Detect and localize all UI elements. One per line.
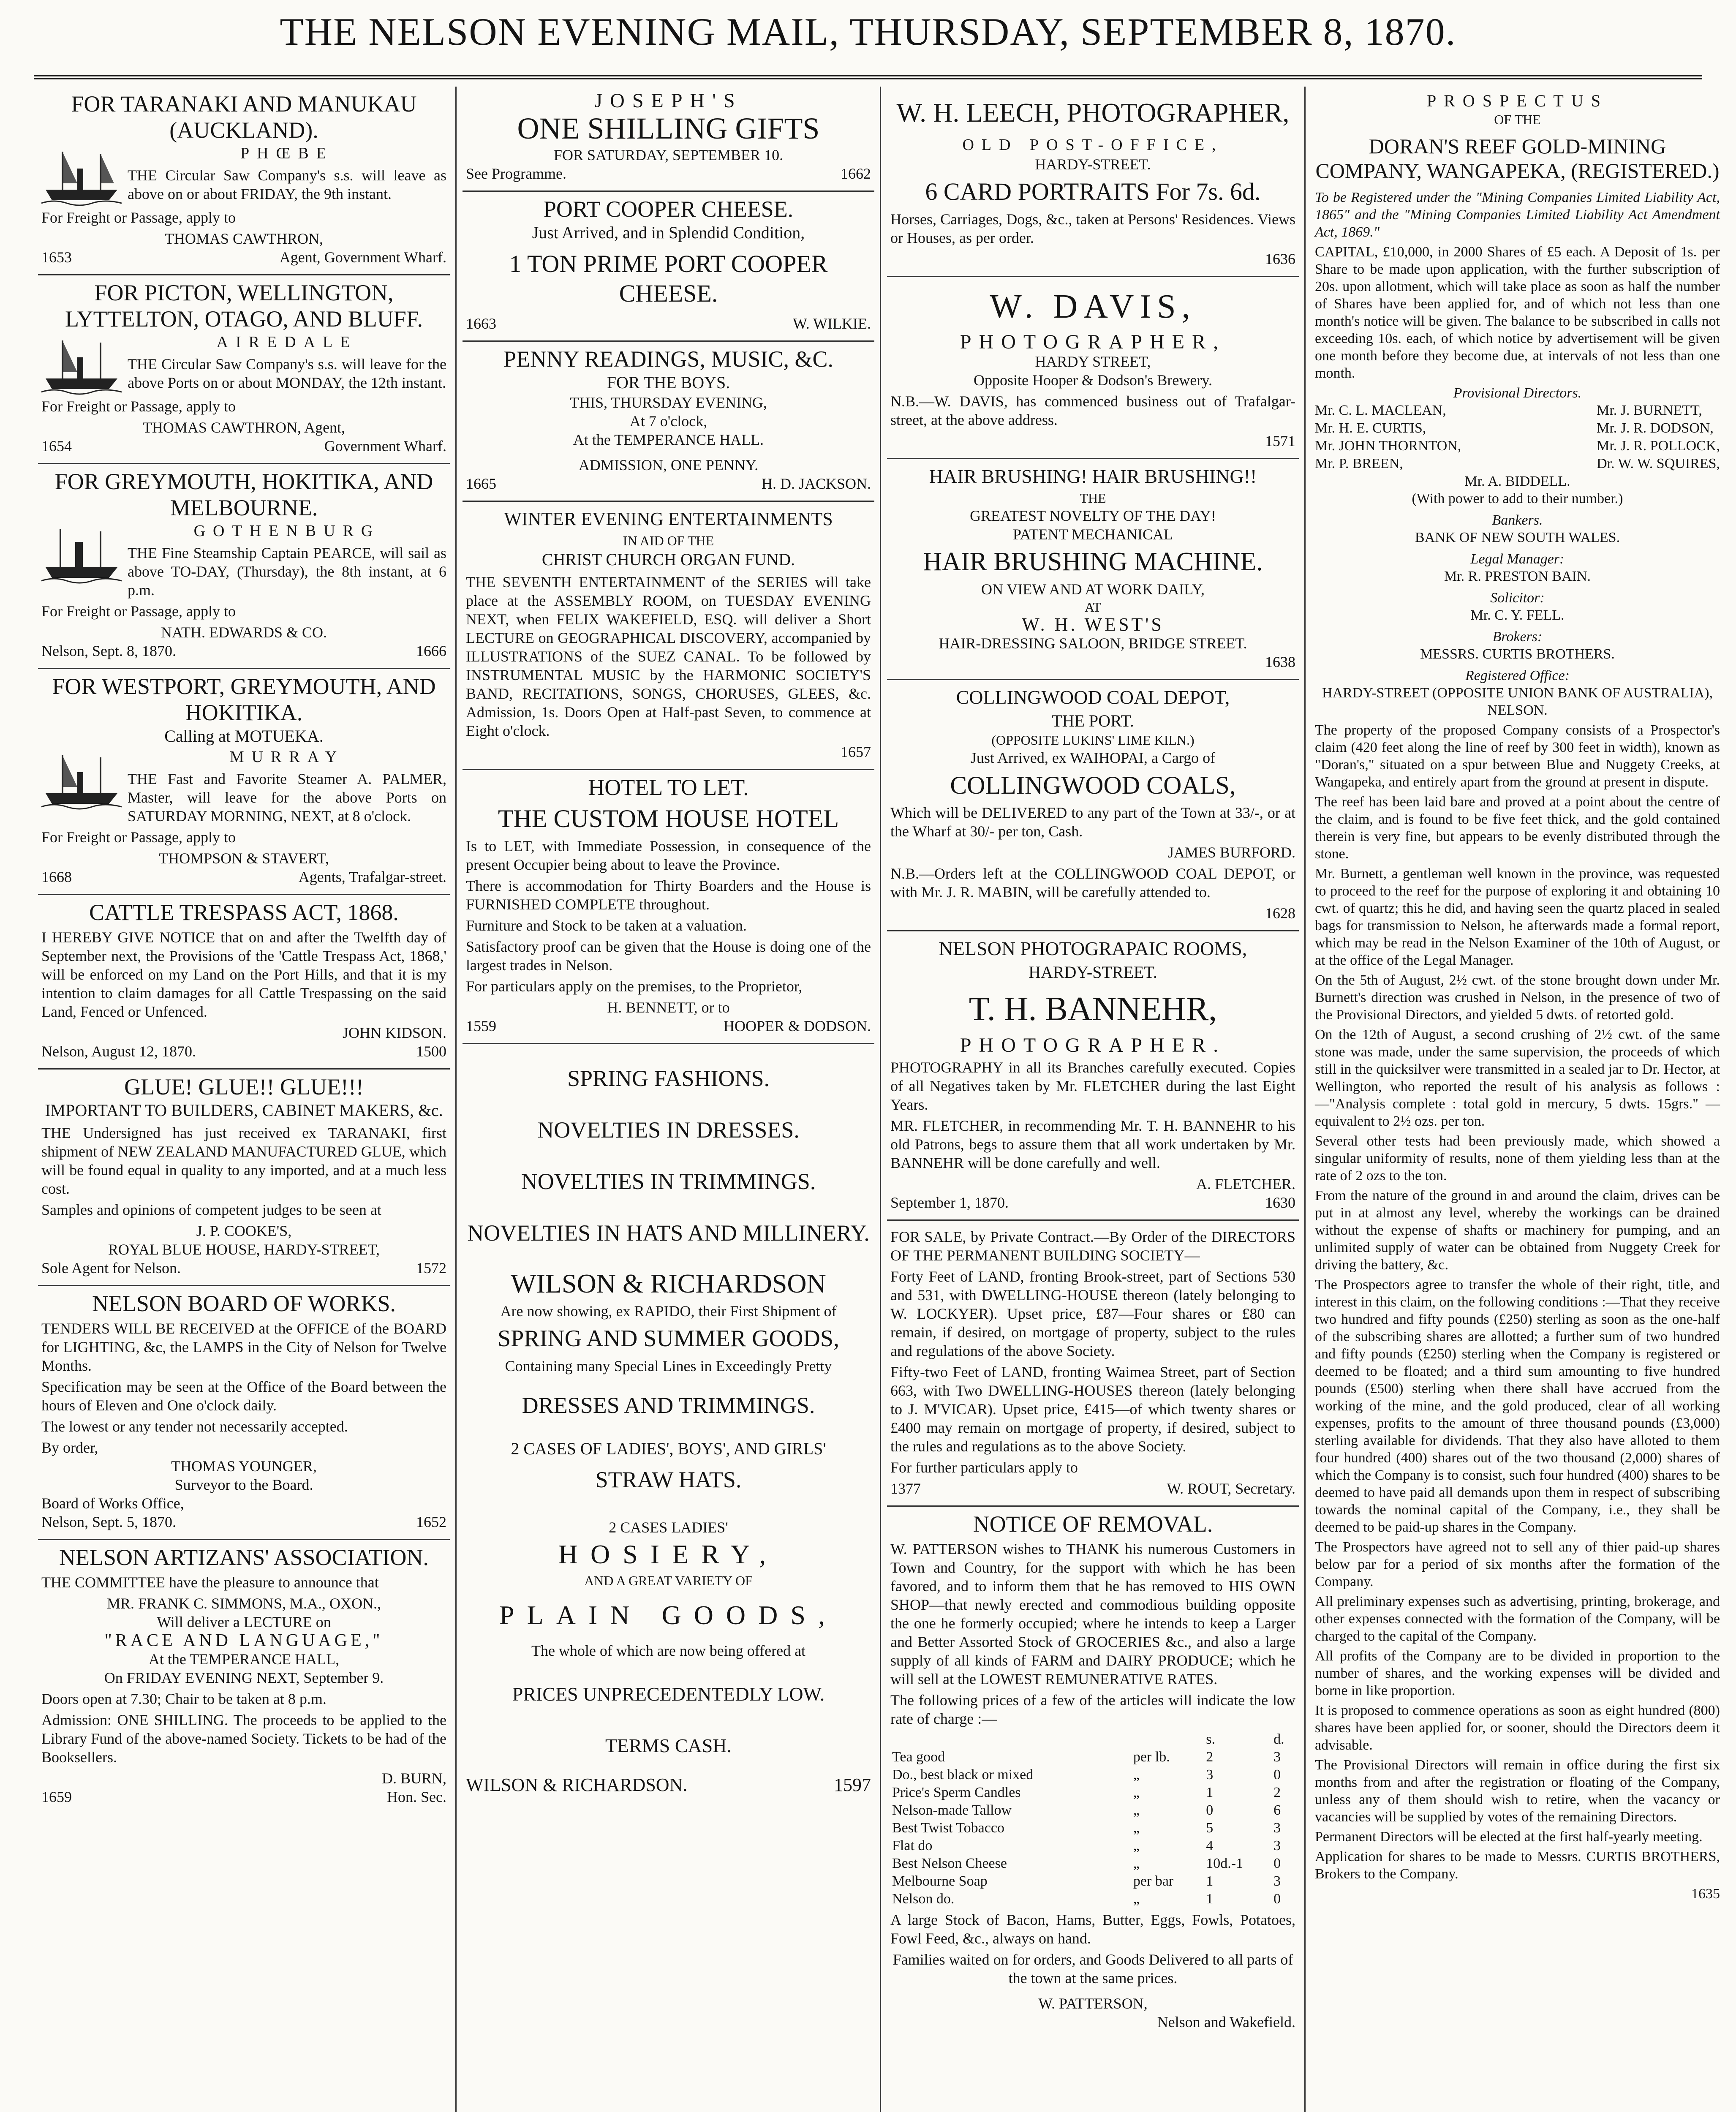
ad-body: A large Stock of Bacon, Hams, Butter, Eggs, Fowls, Potatoes, Fowl Feed, &c., always on hand.: [890, 1911, 1295, 1947]
ad-body: There is accommodation for Thirty Boarders and the House is FURNISHED COMPLETE throughout.: [466, 877, 871, 913]
winter-entertainment-ad: [463, 502, 874, 770]
ad-line: MESSRS. CURTIS BROTHERS.: [1420, 646, 1615, 662]
ad-body: CAPITAL, £10,000, in 2000 Shares of £5 each. A Deposit of 1s. per Share to be made upon application, with the further subscription of 20s. upon allotment, which will take place as soon as half the number of Shares have been applied for, and of which not less than one month's notice will be given. The balance to be subscribed in calls not exceeding 10s. each, of which notice by advertisement will be given one month before they become due, at intervals of not less than one month.: [1315, 244, 1720, 381]
ad-display: W. DAVIS,: [990, 288, 1196, 325]
ad-body: Furniture and Stock to be taken at a valuation.: [466, 917, 747, 934]
lecturer: MR. FRANK C. SIMMONS, M.A., OXON.,: [106, 1595, 381, 1612]
price-cell-s: 1: [1206, 1785, 1214, 1800]
price-cell-name: Flat do: [892, 1838, 933, 1853]
ad-display: HAIR BRUSHING MACHINE.: [923, 547, 1263, 576]
cattle-notice: [38, 895, 450, 1070]
signature: JOHN KIDSON.: [342, 1024, 446, 1041]
ad-display: PLAIN GOODS,: [499, 1600, 838, 1630]
ad-body: Specification may be seen at the Office of the Board between the hours of Eleven and One o'clock daily.: [41, 1378, 446, 1414]
column-4: [1312, 87, 1723, 2112]
ad-line: Just Arrived, ex WAIHOPAI, a Cargo of: [970, 749, 1216, 766]
ad-line: Opposite Hooper & Dodson's Brewery.: [973, 372, 1213, 389]
bannehr-ad: [887, 931, 1299, 1221]
director: Mr. P. BREEN,: [1315, 456, 1403, 471]
ad-body: Application for shares to be made to Messrs. CURTIS BROTHERS, Brokers to the Company.: [1315, 1849, 1720, 1882]
davis-ad: [887, 277, 1299, 459]
ad-number: 1500: [416, 1043, 446, 1060]
section-heading: Provisional Directors.: [1453, 385, 1582, 401]
ad-body: The Prospectors agree to transfer the whole of their right, title, and interest in this claim, on the following conditions :—That they receive two hundred and fifty pounds (£250) sterling as soon as the one-half of the subscribing shares are allotted; a further sum of two hundred and fifty pounds (£250) sterling when the Company is registered or deemed to be floated; and a third sum amounting to five hundred pounds (£500) sterling when there shall have accrued from the working of the mine, and the gold produced, clear of all working expenses, profits to the amount of three thousand pounds (£3,000) sterling available for dividends. That they also have alloted to them four hundred (400) shares out of the two thousand (2,000) shares of which the Company is to consist, such four hundred (400) shares to be deemed to have paid all demands upon them in respect of subscribing towards the nominal capital of the Company, i.e., they shall be deemed to be paid-up shares in the Company.: [1315, 1277, 1720, 1535]
ad-heading: WINTER EVENING ENTERTAINMENTS: [504, 509, 833, 529]
price-cell-name: Price's Sperm Candles: [892, 1785, 1021, 1800]
ad-body: THE Circular Saw Company's s.s. will leave as above on or about FRIDAY, the 9th instant.: [128, 167, 446, 202]
ad-number: 1638: [1265, 653, 1295, 670]
ad-body: N.B.—Orders left at the COLLINGWOOD COAL DEPOT, or with Mr. J. R. MABIN, will be carefully attended to.: [890, 865, 1295, 901]
price-row: [890, 1784, 1295, 1802]
price-cell-unit: „: [1133, 1838, 1140, 1853]
ad-date: September 1, 1870.: [890, 1194, 1009, 1211]
ad-body: I HEREBY GIVE NOTICE that on and after the Twelfth day of September next, the Provisions of the 'Cattle Trespass Act, 1868,' will be enforced on my Land on the Port Hills, and that it is my intention to claim damages for all Cattle Trespassing on the said Land, Fenced or Unfenced.: [41, 929, 446, 1020]
coal-ad: [887, 680, 1299, 931]
signature: J. P. COOKE'S,: [196, 1222, 292, 1239]
ad-line: Are now showing, ex RAPIDO, their First Shipment of: [500, 1303, 837, 1320]
price-row: [890, 1819, 1295, 1837]
ad-body: Satisfactory proof can be given that the House is doing one of the largest trades in Nelson.: [466, 938, 871, 974]
section-heading: Legal Manager:: [1470, 551, 1565, 567]
signature: D. BURN,: [381, 1770, 446, 1787]
ad-line: ON VIEW AND AT WORK DAILY,: [981, 581, 1205, 598]
ad-number: 1662: [841, 165, 871, 182]
director: Mr. C. L. MACLEAN,: [1315, 403, 1446, 418]
ad-heading: NELSON ARTIZANS' ASSOCIATION.: [59, 1545, 429, 1570]
ad-heading: GLUE! GLUE!! GLUE!!!: [124, 1074, 364, 1100]
ad-line: FOR SATURDAY, SEPTEMBER 10.: [553, 147, 784, 163]
ad-body: THE SEVENTH ENTERTAINMENT of the SERIES will take place at the ASSEMBLY ROOM, on TUESDAY EVENING NEXT, when FELIX WAKEFIELD, ESQ. will deliver a Short LECTURE on GEOGRAPHICAL DISCOVERY, accompanied by ILLUSTRATIONS of the SUEZ CANAL. To be followed by INSTRUMENTAL MUSIC by the HARMONIC SOCIETY'S BAND, RECITATIONS, SONGS, CHORUSES, GLEES, &c. Admission, 1s. Doors Open at Half-past Seven, to commence at Eight o'clock.: [466, 574, 871, 739]
prospectus-ad: [1312, 87, 1723, 1910]
ad-body: Permanent Directors will be elected at the first half-yearly meeting.: [1315, 1829, 1703, 1845]
signature: JAMES BURFORD.: [1167, 844, 1295, 861]
ad-heading: NOVELTIES IN HATS AND MILLINERY.: [467, 1220, 870, 1246]
ad-subheading: (OPPOSITE LUKINS' LIME KILN.): [991, 732, 1195, 748]
lecture-title: "RACE AND LANGUAGE,": [104, 1631, 384, 1650]
signature: W. WILKIE.: [793, 315, 871, 332]
section-heading: Brokers:: [1492, 629, 1543, 645]
ad-number: 1572: [416, 1260, 446, 1276]
ad-line: (With power to add to their number.): [1412, 491, 1623, 506]
ad-heading: HAIR BRUSHING! HAIR BRUSHING!!: [929, 465, 1257, 487]
ad-body: On the 12th of August, a second crushing of 2½ cwt. of the same stone was made, under the same supervision, the proceeds of which still in the quicksilver were transmitted in a sealed jar to Dr. Hector, at Wellington, who reported the result of his analysis as follows :—"Analysis complete : total gold in mercury, 5 dwts. 15grs." —equivalent to 2½ ozs. per ton.: [1315, 1027, 1720, 1129]
agent-title: Sole Agent for Nelson.: [41, 1260, 181, 1276]
ad-freight: For Freight or Passage, apply to: [41, 603, 236, 620]
column-rule: [1304, 87, 1306, 2112]
ship-name: GOTHENBURG: [193, 522, 381, 540]
board-of-works-ad: [38, 1286, 450, 1540]
ad-line: W. H. WEST'S: [1022, 614, 1164, 635]
ship-name: PHŒBE: [240, 144, 334, 162]
price-header-shillings: s.: [1206, 1731, 1215, 1747]
ad-display: 1 TON PRIME PORT COOPER CHEESE.: [509, 250, 828, 307]
price-cell-name: Best Nelson Cheese: [892, 1856, 1007, 1871]
ad-body: For further particulars apply to: [890, 1459, 1078, 1476]
ad-body: Forty Feet of LAND, fronting Brook-street, part of Sections 530 and 531, with DWELLING-HOUSE thereon (lately belonging to W. LOCKYER). Upset price, £87—Four shares or £80 can remain, if desired, on mortgage of property, subject to the rules and regulations of the above Society.: [890, 1268, 1295, 1359]
ad-body: From the nature of the ground in and around the claim, drives can be put in at almost any level, whereby the workings can be drained without the expense of shafts or machinery for pumping, and an unlimited supply of water can be obtained from Nuggety Creek for driving the battery, &c.: [1315, 1188, 1720, 1273]
price-row: [890, 1855, 1295, 1872]
ad-subheading: FOR THE BOYS.: [607, 373, 730, 392]
ad-freight: For Freight or Passage, apply to: [41, 829, 236, 846]
ad-line: Containing many Special Lines in Exceedingly Pretty: [505, 1358, 832, 1374]
price-cell-s: 10d.-1: [1206, 1856, 1243, 1871]
ad-line: Mr. C. Y. FELL.: [1470, 607, 1565, 623]
ad-body: Doors open at 7.30; Chair to be taken at 8 p.m.: [41, 1690, 327, 1707]
ad-number: 1652: [416, 1513, 446, 1530]
glue-ad: [38, 1070, 450, 1286]
ad-body: Fifty-two Feet of LAND, fronting Waimea Street, part of Section 663, with Two DWELLING-HOUSES thereon (lately belonging to J. M'VICAR). Upset price, £415—of which twenty shares or £400 may remain on mortgage of property, if desired, subject to the rules and regulations as to the above Society.: [890, 1364, 1295, 1455]
shipping-ad: [38, 275, 450, 464]
ad-number: 1668: [41, 868, 72, 885]
price-cell-s: 1: [1206, 1873, 1214, 1889]
ad-heading: FOR GREYMOUTH, HOKITIKA, AND MELBOURNE.: [54, 469, 433, 520]
steamship-icon: [41, 332, 122, 395]
ad-body: All profits of the Company are to be divided in proportion to the number of shares, and the working expenses will be divided and borne in like proportion.: [1315, 1648, 1720, 1698]
ad-subheading: Just Arrived, and in Splendid Condition,: [532, 223, 805, 242]
ad-title: ONE SHILLING GIFTS: [517, 112, 820, 145]
ad-subheading: IMPORTANT TO BUILDERS, CABINET MAKERS, &c.: [45, 1101, 443, 1120]
ad-heading: NOVELTIES IN TRIMMINGS.: [521, 1169, 816, 1194]
column-1: [38, 87, 450, 2112]
ad-body: Samples and opinions of competent judges to be seen at: [41, 1201, 381, 1218]
ad-body: To be Registered under the "Mining Companies Limited Liability Act, 1865" and the "Mining Companies Limited Liability Act Amendment Act, 1869.": [1315, 190, 1720, 240]
price-cell-d: 6: [1273, 1802, 1281, 1818]
signature: H. D. JACKSON.: [761, 475, 871, 492]
masthead: THE NELSON EVENING MAIL, THURSDAY, SEPTEMBER 8, 1870.: [280, 10, 1456, 53]
ad-number: 1666: [416, 642, 446, 659]
ad-heading: FOR PICTON, WELLINGTON, LYTTELTON, OTAGO, AND BLUFF.: [65, 280, 423, 332]
price-cell-d: 3: [1273, 1820, 1281, 1836]
ad-line: PHOTOGRAPHER.: [960, 1034, 1226, 1056]
price-cell-d: 3: [1273, 1873, 1281, 1889]
ad-subheading: THE PORT.: [1052, 711, 1134, 730]
price-cell-unit: „: [1133, 1820, 1140, 1836]
price-cell-unit: „: [1133, 1856, 1140, 1871]
ad-subheading: HARDY-STREET.: [1029, 963, 1157, 982]
column-rule: [455, 87, 457, 2112]
ad-body: W. PATTERSON wishes to THANK his numerous Customers in Town and Country, for the support with which he has been favored, and to inform them that he has removed to HIS OWN SHOP—that newly erected and commodious building opposite the one he formerly occupied; where he intends to keep a Larger and Better Assorted Stock of GROCERIES &c., and also a large supply of all kinds of FARM and DAIRY PRODUCE; which he will sell at the LOWEST REMUNERATIVE RATES.: [890, 1540, 1295, 1687]
ad-body: Horses, Carriages, Dogs, &c., taken at Persons' Residences. Views or Houses, as per order.: [890, 211, 1295, 246]
agent-title: Agent, Government Wharf.: [279, 249, 446, 266]
price-row: [890, 1766, 1295, 1784]
ad-line: At 7 o'clock,: [629, 413, 707, 430]
agent-name: THOMPSON & STAVERT,: [159, 850, 329, 867]
price-cell-unit: per lb.: [1133, 1749, 1170, 1765]
signature-title: Hon. Sec.: [387, 1788, 446, 1805]
price-cell-unit: „: [1133, 1802, 1140, 1818]
ad-date: Nelson, August 12, 1870.: [41, 1043, 196, 1060]
ad-line: HAIR-DRESSING SALOON, BRIDGE STREET.: [939, 635, 1247, 652]
ad-body: N.B.—W. DAVIS, has commenced business out of Trafalgar-street, at the above address.: [890, 393, 1295, 428]
ad-body: MR. FLETCHER, in recommending Mr. T. H. BANNEHR to his old Patrons, begs to assure them that all work undertaken by Mr. BANNEHR will be done carefully and well.: [890, 1117, 1295, 1171]
masthead-rule: [34, 75, 1702, 79]
price-cell-s: 1: [1206, 1891, 1214, 1907]
address: ROYAL BLUE HOUSE, HARDY-STREET,: [108, 1241, 380, 1258]
price-header-pence: d.: [1273, 1731, 1284, 1747]
ad-number: 1559: [466, 1018, 496, 1034]
director: Mr. J. BURNETT,: [1597, 403, 1702, 418]
ad-line: OLD POST-OFFICE,: [962, 136, 1224, 154]
section-heading: Registered Office:: [1465, 668, 1570, 683]
ad-freight: For Freight or Passage, apply to: [41, 398, 236, 415]
ad-heading: COLLINGWOOD COAL DEPOT,: [956, 686, 1230, 708]
ad-body: Several other tests had been previously made, which showed a singular uniformity of results, none of them yielding less than at the rate of 2 ozs to the ton.: [1315, 1133, 1720, 1184]
director: Dr. W. W. SQUIRES,: [1597, 456, 1720, 471]
ad-body: For particulars apply on the premises, to the Proprietor,: [466, 978, 803, 995]
ad-line: See Programme.: [466, 165, 566, 182]
steamship-icon: [41, 521, 122, 584]
price-cell-unit: „: [1133, 1767, 1140, 1783]
column-3: [887, 87, 1299, 2112]
ad-body: The lowest or any tender not necessarily accepted.: [41, 1418, 348, 1435]
agent-name: THOMAS CAWTHRON,: [164, 230, 324, 247]
ad-number: 1597: [834, 1775, 871, 1795]
agent-title: Nelson, Sept. 8, 1870.: [41, 642, 176, 659]
ad-number: 1377: [890, 1480, 921, 1497]
ad-number: 1571: [1265, 433, 1295, 449]
director: Mr. J. R. DODSON,: [1597, 420, 1714, 436]
ad-line: ADMISSION, ONE PENNY.: [578, 457, 759, 474]
price-row: [890, 1802, 1295, 1819]
director: Mr. JOHN THORNTON,: [1315, 438, 1461, 454]
agent-title: Agents, Trafalgar-street.: [298, 868, 446, 885]
price-cell-unit: „: [1133, 1891, 1140, 1907]
ad-heading: SPRING FASHIONS.: [567, 1066, 770, 1091]
ad-line: At the TEMPERANCE HALL.: [573, 431, 764, 448]
ad-body: THE Circular Saw Company's s.s. will leave for the above Ports on or about MONDAY, the 12th instant.: [128, 356, 446, 391]
ad-body: THE Undersigned has just received ex TARANAKI, first shipment of NEW ZEALAND MANUFACTURED GLUE, which will be found equal in quality to any imported, and at a much less cost.: [41, 1124, 446, 1197]
ad-body: The following prices of a few of the articles will indicate the low rate of charge :—: [890, 1692, 1295, 1727]
price-cell-d: 2: [1273, 1785, 1281, 1800]
price-row: [890, 1748, 1295, 1766]
shipping-ad: [38, 669, 450, 895]
ad-line: Families waited on for orders, and Goods Delivered to all parts of the town at the same prices.: [892, 1951, 1293, 1987]
ad-line: Mr. R. PRESTON BAIN.: [1444, 569, 1591, 584]
ad-line: THE: [1080, 490, 1106, 506]
ad-body: Mr. Burnett, a gentleman well known in the province, was requested to proceed to the reef for the purpose of exploring it and obtaining 10 cwt. of quartz; this he did, and having seen the quartz placed in sealed bags for transmission to Nelson, he afterwards made a formal report, which may be read in the Nelson Examiner of the 10th of August, or at the office of the Legal Manager.: [1315, 866, 1720, 968]
ad-line: GREATEST NOVELTY OF THE DAY!: [970, 507, 1216, 524]
ad-heading: TERMS CASH.: [605, 1735, 732, 1756]
price-row: [890, 1872, 1295, 1890]
ad-body: It is proposed to commence operations as soon as eight hundred (800) shares have been applied for, or sooner, should the Directors deem it advisable.: [1315, 1703, 1720, 1753]
ad-heading: STRAW HATS.: [595, 1467, 742, 1492]
signature: H. BENNETT, or to: [607, 999, 730, 1016]
ad-body: Admission: ONE SHILLING. The proceeds to be applied to the Library Fund of the above-named Society. Tickets to be had of the Booksellers.: [41, 1712, 446, 1766]
leech-ad: [887, 87, 1299, 277]
ad-body: Which will be DELIVERED to any part of the Town at 33/-, or at the Wharf at 30/- per ton, Cash.: [890, 804, 1295, 840]
ad-body: PHOTOGRAPHY in all its Branches carefully executed. Copies of all Negatives taken by Mr. FLETCHER during the last Eight Years.: [890, 1059, 1295, 1113]
steamship-icon: [41, 143, 122, 207]
ad-heading: FOR TARANAKI AND MANUKAU (AUCKLAND).: [71, 91, 417, 143]
by-order: By order,: [41, 1439, 98, 1456]
firm-name: WILSON & RICHARDSON: [511, 1268, 826, 1298]
ad-body: The reef has been laid bare and proved at a point about the centre of the claim, and is found to be five feet thick, and the gold contained therein is very fine, but appears to be evenly distributed through the stone.: [1315, 794, 1720, 862]
signature: A. FLETCHER.: [1196, 1176, 1295, 1192]
ad-body: FOR SALE, by Private Contract.—By Order of the DIRECTORS OF THE PERMANENT BUILDING SOCIETY—: [890, 1228, 1295, 1264]
ad-display: SPRING AND SUMMER GOODS,: [497, 1325, 840, 1352]
ad-freight: For Freight or Passage, apply to: [41, 209, 236, 226]
price-cell-d: 0: [1273, 1767, 1281, 1783]
ad-line: PHOTOGRAPHER,: [960, 331, 1226, 353]
ad-number: 1659: [41, 1788, 72, 1805]
price-cell-d: 0: [1273, 1856, 1281, 1871]
ad-date: Nelson, Sept. 5, 1870.: [41, 1513, 176, 1530]
ad-heading: PORT COOPER CHEESE.: [543, 196, 794, 222]
price-cell-s: 3: [1206, 1767, 1214, 1783]
section-heading: Solicitor:: [1490, 590, 1545, 606]
ad-heading: PENNY READINGS, MUSIC, &C.: [503, 346, 834, 372]
ad-heading: JOSEPH'S: [594, 90, 743, 112]
ad-line: 2 CASES OF LADIES', BOYS', AND GIRLS': [511, 1439, 826, 1458]
price-cell-d: 3: [1273, 1749, 1281, 1765]
ad-body: The property of the proposed Company consists of a Prospector's claim (420 feet along the line of reef by 300 feet in width), known as "Doran's," situated on a spur between Blue and Nuggety Creeks, at Wangapeka, and entirely apart from the ground at present in dispute.: [1315, 722, 1720, 790]
ad-body: TENDERS WILL BE RECEIVED at the OFFICE of the BOARD for LIGHTING, &c, the LAMPS in the City of Nelson for Twelve Months.: [41, 1320, 446, 1374]
ad-body: The Prospectors have agreed not to sell any of thier paid-up shares below par for a period of six months after the formation of the Company.: [1315, 1539, 1720, 1589]
ad-line: HARDY STREET,: [1035, 353, 1151, 370]
ad-body: The Provisional Directors will remain in office during the first six months from and after the registration or floating of the Company, unless any of them should wish to retire, when the vacancy or vacancies will be supplied by votes of the remaining Directors.: [1315, 1757, 1720, 1825]
ad-heading: DRESSES AND TRIMMINGS.: [522, 1393, 815, 1418]
price-cell-s: 5: [1206, 1820, 1214, 1836]
artizans-ad: [38, 1540, 450, 1814]
ad-heading: NOVELTIES IN DRESSES.: [537, 1117, 800, 1143]
price-cell-name: Nelson-made Tallow: [892, 1802, 1012, 1818]
ad-heading: CATTLE TRESPASS ACT, 1868.: [89, 900, 399, 925]
ad-display: THE CUSTOM HOUSE HOTEL: [498, 805, 839, 833]
lecture-line: On FRIDAY EVENING NEXT, September 9.: [104, 1669, 384, 1686]
ad-heading: PRICES UNPRECEDENTEDLY LOW.: [512, 1683, 825, 1705]
director: Mr. J. R. POLLOCK,: [1597, 438, 1720, 454]
ad-number: 1665: [466, 475, 496, 492]
ad-heading: NOTICE OF REMOVAL.: [973, 1511, 1213, 1537]
ad-display: COLLINGWOOD COALS,: [950, 771, 1236, 799]
ad-body: THE Fast and Favorite Steamer A. PALMER, Master, will leave for the above Ports on SATURDAY MORNING, NEXT, at 8 o'clock.: [128, 770, 446, 825]
ad-heading: NELSON BOARD OF WORKS.: [92, 1291, 396, 1316]
shipping-ad: [38, 87, 450, 275]
ad-heading: PROSPECTUS: [1427, 91, 1608, 110]
office: Board of Works Office,: [41, 1495, 184, 1512]
ad-display: W. H. LEECH, PHOTOGRAPHER,: [896, 98, 1290, 128]
ad-number: 1628: [1265, 905, 1295, 922]
price-row: [890, 1837, 1295, 1855]
ad-line: AT: [1084, 599, 1102, 615]
column-2: [463, 87, 874, 2112]
cheese-ad: [463, 192, 874, 342]
joseph-ad: [463, 87, 874, 192]
penny-readings-ad: [463, 342, 874, 502]
ad-number: 1663: [466, 315, 496, 332]
hair-brushing-ad: [887, 459, 1299, 680]
column-rule: [880, 87, 881, 2112]
ad-subheading: IN AID OF THE: [623, 533, 714, 548]
ad-number: 1657: [841, 743, 871, 760]
ad-number: 1654: [41, 438, 72, 455]
agent-name: THOMAS CAWTHRON, Agent,: [142, 419, 346, 436]
ship-name: AIREDALE: [216, 333, 358, 351]
ad-line: PATENT MECHANICAL: [1012, 526, 1173, 543]
ad-line: THIS, THURSDAY EVENING,: [570, 394, 767, 411]
company-name: DORAN'S REEF GOLD-MINING COMPANY, WANGAPEKA, (REGISTERED.): [1315, 134, 1720, 182]
ad-line: 2 CASES LADIES': [609, 1519, 728, 1536]
ad-body: THE COMMITTEE have the pleasure to announce that: [41, 1574, 379, 1591]
ship-name: MURRAY: [229, 748, 345, 766]
ad-body: All preliminary expenses such as advertising, printing, brokerage, and other expenses connected with the formation of the Company, will be charged to the capital of the Company.: [1315, 1594, 1720, 1644]
ad-line: HARDY-STREET (OPPOSITE UNION BANK OF AUSTRALIA), NELSON.: [1322, 685, 1713, 718]
shipping-ad: [38, 464, 450, 669]
ad-line: The whole of which are now being offered at: [531, 1642, 806, 1659]
director: Mr. A. BIDDELL.: [1464, 474, 1570, 489]
price-cell-name: Do., best black or mixed: [892, 1767, 1034, 1783]
ad-body: Is to LET, with Immediate Possession, in consequence of the present Occupier being about to leave the Province.: [466, 838, 871, 873]
ad-subheading: Calling at MOTUEKA.: [164, 727, 324, 746]
signature-title: Nelson and Wakefield.: [1157, 2014, 1295, 2030]
price-cell-unit: „: [1133, 1785, 1140, 1800]
agent-name: NATH. EDWARDS & CO.: [161, 624, 327, 641]
ad-number: 1630: [1265, 1194, 1295, 1211]
price-cell-name: Best Twist Tobacco: [892, 1820, 1004, 1836]
signature: WILSON & RICHARDSON.: [466, 1775, 688, 1795]
director: Mr. H. E. CURTIS,: [1315, 420, 1426, 436]
ad-line: AND A GREAT VARIETY OF: [584, 1573, 753, 1588]
ad-display: 6 CARD PORTRAITS For 7s. 6d.: [925, 178, 1261, 205]
ad-number: 1635: [1691, 1886, 1720, 1902]
ad-heading: FOR WESTPORT, GREYMOUTH, AND HOKITIKA.: [52, 674, 436, 725]
price-cell-name: Tea good: [892, 1749, 945, 1765]
directors-list: [1315, 402, 1720, 473]
price-row: [890, 1890, 1295, 1908]
ad-line: BANK OF NEW SOUTH WALES.: [1415, 530, 1620, 545]
price-cell-d: 0: [1273, 1891, 1281, 1907]
signature: THOMAS YOUNGER,: [171, 1458, 317, 1475]
price-cell-s: 2: [1206, 1749, 1214, 1765]
steamship-icon: [41, 747, 122, 810]
hotel-ad: [463, 770, 874, 1044]
ad-body: THE Fine Steamship Captain PEARCE, will sail as above TO-DAY, (Thursday), the 8th instant, at 6 p.m.: [128, 544, 446, 599]
price-cell-name: Melbourne Soap: [892, 1873, 988, 1889]
ad-heading: HOTEL TO LET.: [588, 775, 749, 800]
price-list: [890, 1731, 1295, 1908]
ad-number: 1653: [41, 249, 72, 266]
lecture-line: Will deliver a LECTURE on: [157, 1614, 331, 1630]
lecture-line: At the TEMPERANCE HALL,: [148, 1651, 340, 1668]
ad-line: HARDY-STREET.: [1035, 156, 1151, 173]
ad-heading: NELSON PHOTOGRAPAIC ROOMS,: [939, 938, 1247, 959]
ad-subheading: CHRIST CHURCH ORGAN FUND.: [541, 550, 795, 569]
agent-title: Government Wharf.: [324, 438, 446, 455]
ad-line: OF THE: [1494, 112, 1541, 127]
price-cell-unit: per bar: [1133, 1873, 1174, 1889]
ad-number: 1636: [1265, 250, 1295, 267]
signature: W. ROUT, Secretary.: [1167, 1480, 1295, 1497]
fashions-ad: [463, 1044, 874, 1802]
price-cell-s: 0: [1206, 1802, 1214, 1818]
signature: W. PATTERSON,: [1038, 1995, 1148, 2012]
signature-title: Surveyor to the Board.: [174, 1476, 313, 1493]
section-heading: Bankers.: [1492, 512, 1543, 528]
price-cell-s: 4: [1206, 1838, 1214, 1853]
price-cell-name: Nelson do.: [892, 1891, 955, 1907]
price-cell-d: 3: [1273, 1838, 1281, 1853]
ad-display: HOSIERY,: [558, 1539, 779, 1569]
ad-body: On the 5th of August, 2½ cwt. of the stone brought down under Mr. Burnett's direction was crushed in Nelson, in the presence of two of the Provisional Directors, and yielded 5 dwts. of retorted gold.: [1315, 972, 1720, 1023]
removal-ad: [887, 1507, 1299, 2039]
ad-display: T. H. BANNEHR,: [969, 991, 1217, 1028]
signature: HOOPER & DODSON.: [723, 1018, 871, 1034]
for-sale-ad: [887, 1221, 1299, 1507]
